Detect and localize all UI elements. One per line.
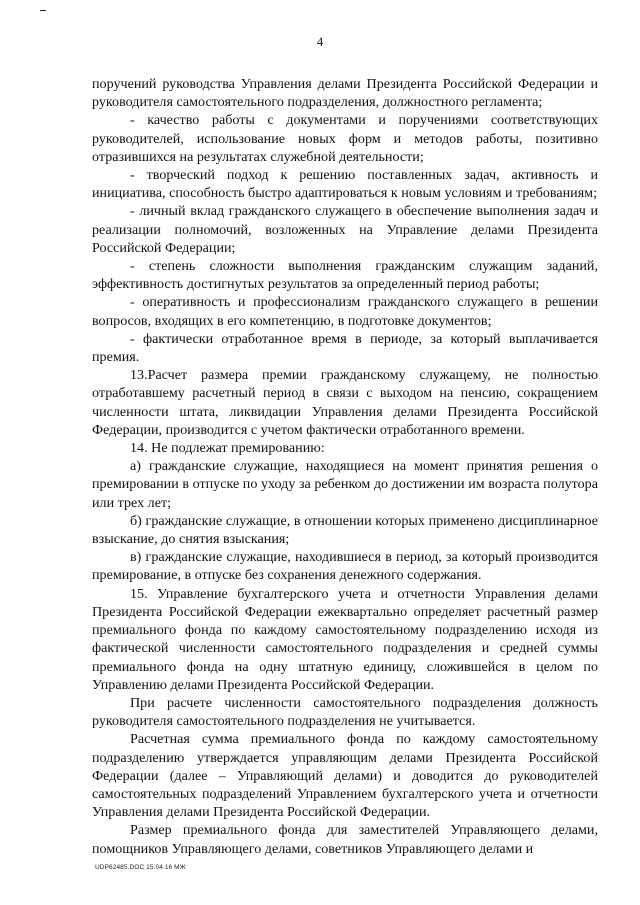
corner-mark (40, 10, 46, 11)
paragraph: - степень сложности выполнения гражданским служащим заданий, эффективность достигнутых результатов за определенный период работы; (92, 258, 598, 293)
paragraph: - качество работы с документами и поручениями соответствующих руководителей, использование новых форм и методов работы, позитивно отразившихся на результатах служебной деятельности; (92, 112, 598, 165)
paragraph: - личный вклад гражданского служащего в обеспечение выполнения задач и реализации полномочий, возложенных на Управление делами Президента Российской Федерации; (92, 203, 598, 256)
paragraph: Размер премиального фонда для заместителей Управляющего делами, помощников Управляющего делами, советников Управляющего делами и (92, 822, 598, 857)
paragraph: - оперативность и профессионализм гражданского служащего в решении вопросов, входящих в его компетенцию, в подготовке документов; (92, 294, 598, 329)
paragraph: в) гражданские служащие, находившиеся в период, за который производится премирование, в отпуске без сохранения денежного содержания. (92, 549, 598, 584)
paragraph: - творческий подход к решению поставленных задач, активность и инициатива, способность быстро адаптироваться к новым условиям и требованиям; (92, 167, 598, 202)
paragraph: б) гражданские служащие, в отношении которых применено дисциплинарное взыскание, до снятия взыскания; (92, 512, 598, 548)
paragraph: а) гражданские служащие, находящиеся на момент принятия решения о премировании в отпуске по уходу за ребенком до достижении им возраста полутора или трех лет; (92, 458, 598, 511)
paragraph: - фактически отработанное время в периоде, за который выплачивается премия. (92, 330, 598, 366)
paragraph: поручений руководства Управления делами Президента Российской Федерации и руководителя самостоятельного подразделения, должностного регламента; (92, 76, 598, 111)
document-body (92, 75, 598, 858)
paragraph: 14. Не подлежат премированию: (130, 440, 325, 457)
paragraph: 13.Расчет размера премии гражданскому служащему, не полностью отработавшему расчетный период в связи с выходом на пенсию, сокращением численности штата, ликвидации Управления делами Президента Российской Федерации, производится с учетом фактически отработанного времени. (92, 367, 598, 438)
paragraph: 15. Управление бухгалтерского учета и отчетности Управления делами Президента Российской Федерации ежеквартально определяет расчетный размер премиального фонда по каждому самостоятельному подразделению исходя из фактической численности самостоятельного подразделения и средней суммы премиального фонда на одну штатную единицу, сложившейся в целом по Управлению делами Президента Российской Федерации. (92, 585, 598, 693)
paragraph: При расчете численности самостоятельного подразделения должность руководителя самостоятельного подразделения не учитывается. (92, 694, 598, 730)
page-number: 4 (316, 34, 324, 49)
file-footer: UDP62485.DOC 15.04.16 МЖ (95, 864, 186, 871)
paragraph: Расчетная сумма премиального фонда по каждому самостоятельному подразделению утверждается управляющим делами Президента Российской Федерации (далее – Управляющий делами) и доводится до руководителей самостоятельных подразделений Управлением бухгалтерского учета и отчетности Управления делами Президента Российской Федерации. (92, 731, 598, 821)
